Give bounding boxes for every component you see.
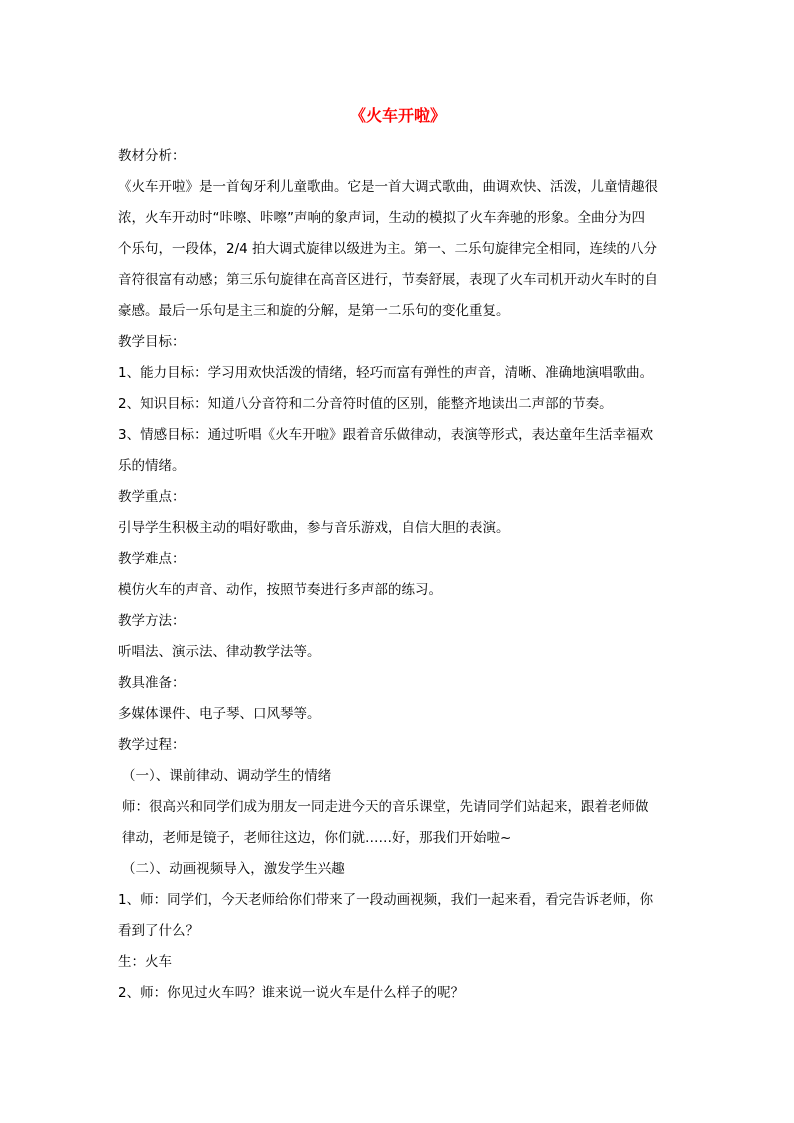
document-title: 《火车开啦》: [349, 106, 446, 125]
subsection-heading: （二）、动画视频导入，激发学生兴趣: [122, 861, 345, 877]
list-item: 2、知识目标：知道八分音符和二分音符时值的区别，能整齐地读出二声部的节奏。: [118, 396, 613, 412]
section-heading-process: 教学过程：: [118, 737, 186, 753]
section-heading-methods: 教学方法：: [118, 613, 186, 629]
paragraph-line: 师：很高兴和同学们成为朋友一同走进今天的音乐课堂，先请同学们站起来，跟着老师做: [122, 799, 649, 815]
paragraph-line: 多媒体课件、电子琴、口风琴等。: [118, 706, 321, 722]
paragraph-line: 生：火车: [118, 954, 172, 970]
paragraph-line: 听唱法、演示法、律动教学法等。: [118, 644, 321, 660]
paragraph-line: 1、师：同学们，今天老师给你们带来了一段动画视频，我们一起来看，看完告诉老师，你: [118, 892, 654, 908]
list-item: 1、能力目标：学习用欢快活泼的情绪，轻巧而富有弹性的声音，清晰、准确地演唱歌曲。: [118, 365, 654, 381]
section-heading-materials: 教具准备：: [118, 675, 186, 691]
paragraph-line: 浓，火车开动时“咔嚓、咔嚓”声响的象声词，生动的模拟了火车奔驰的形象。全曲分为四: [118, 210, 645, 226]
list-item: 3、情感目标：通过听唱《火车开啦》跟着音乐做律动，表演等形式，表达童年生活幸福欢: [118, 427, 654, 443]
paragraph-line: 豪感。最后一乐句是主三和旋的分解，是第一二乐句的变化重复。: [118, 303, 510, 319]
paragraph-line: 模仿火车的声音、动作，按照节奏进行多声部的练习。: [118, 582, 442, 598]
paragraph-line: 音符很富有动感；第三乐句旋律在高音区进行，节奏舒展，表现了火车司机开动火车时的自: [118, 272, 658, 288]
paragraph-line: 看到了什么？: [118, 923, 199, 939]
section-heading-objectives: 教学目标：: [118, 334, 186, 350]
paragraph-line: 2、师：你见过火车吗？谁来说一说火车是什么样子的呢？: [118, 985, 465, 1001]
subsection-heading: （一）、课前律动、调动学生的情绪: [122, 768, 332, 784]
paragraph-line: 个乐句，一段体，2/4 拍大调式旋律以级进为主。第一、二乐句旋律完全相同，连续的八分: [118, 241, 658, 257]
paragraph-line: 引导学生积极主动的唱好歌曲，参与音乐游戏，自信大胆的表演。: [118, 520, 510, 536]
section-heading-key-points: 教学重点：: [118, 489, 186, 505]
paragraph-line: 《火车开啦》是一首匈牙利儿童歌曲。它是一首大调式歌曲，曲调欢快、活泼，儿童情趣很: [118, 179, 658, 195]
section-heading-analysis: 教材分析：: [118, 148, 186, 164]
paragraph-line: 律动，老师是镜子，老师往这边，你们就……好，那我们开始啦~: [122, 830, 512, 846]
document-body: [118, 141, 678, 1009]
section-heading-difficulties: 教学难点：: [118, 551, 186, 567]
list-item-continued: 乐的情绪。: [118, 458, 186, 474]
